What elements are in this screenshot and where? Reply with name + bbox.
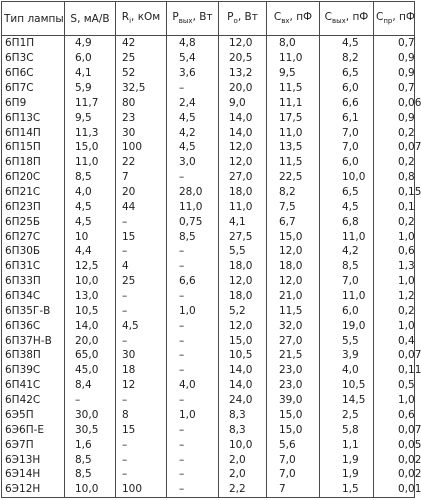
- tube-type-cell: 6Э12Н: [2, 482, 65, 498]
- internal-resistance-cell: –: [116, 214, 167, 229]
- tube-type-cell: 6П38П: [2, 348, 65, 363]
- internal-resistance-cell: –: [116, 467, 167, 482]
- table-row: [2, 95, 415, 110]
- tube-type-cell: 6П13С: [2, 110, 65, 125]
- internal-resistance-cell: 100: [116, 140, 167, 155]
- tube-type-cell: 6П39С: [2, 363, 65, 378]
- header-internal-resistance: $R_i$, кОм: [116, 2, 167, 36]
- internal-resistance-cell: 20: [116, 185, 167, 200]
- output-power-cell: 28,0: [167, 185, 219, 200]
- input-capacitance-cell: 23,0: [267, 378, 320, 393]
- internal-resistance-cell: 80: [116, 95, 167, 110]
- header-transfer-capacitance: $C_{пр}$, пФ: [374, 2, 415, 36]
- output-power-cell: –: [167, 467, 219, 482]
- table-row: [2, 155, 415, 170]
- anode-dissipation-cell: 27,5: [219, 229, 267, 244]
- anode-dissipation-cell: 4,1: [219, 214, 267, 229]
- internal-resistance-cell: 15: [116, 422, 167, 437]
- output-capacitance-cell: 10,0: [320, 170, 374, 185]
- transconductance-cell: 20,0: [65, 333, 116, 348]
- anode-dissipation-cell: 8,3: [219, 408, 267, 423]
- table-row: [2, 422, 415, 437]
- transfer-capacitance-cell: 0,02: [374, 452, 415, 467]
- internal-resistance-cell: –: [116, 244, 167, 259]
- table-row: [2, 229, 415, 244]
- output-power-cell: 6,6: [167, 274, 219, 289]
- header-transconductance: S, мА/В: [65, 2, 116, 36]
- header-output-capacitance: $C_{вых}$, пФ: [320, 2, 374, 36]
- output-capacitance-cell: 2,5: [320, 408, 374, 423]
- transfer-capacitance-cell: 0,6: [374, 408, 415, 423]
- tube-type-cell: 6П7С: [2, 81, 65, 96]
- transconductance-cell: 10: [65, 229, 116, 244]
- output-power-cell: –: [167, 81, 219, 96]
- internal-resistance-cell: –: [116, 303, 167, 318]
- input-capacitance-cell: 22,5: [267, 170, 320, 185]
- internal-resistance-cell: 44: [116, 199, 167, 214]
- transfer-capacitance-cell: 0,07: [374, 348, 415, 363]
- tube-type-cell: 6Э6П-Е: [2, 422, 65, 437]
- output-power-cell: 4,5: [167, 140, 219, 155]
- transfer-capacitance-cell: 0,1: [374, 199, 415, 214]
- input-capacitance-cell: 11,0: [267, 51, 320, 66]
- transconductance-cell: 10,0: [65, 482, 116, 498]
- output-power-cell: 3,6: [167, 66, 219, 81]
- internal-resistance-cell: –: [116, 333, 167, 348]
- input-capacitance-cell: 7,0: [267, 467, 320, 482]
- input-capacitance-cell: 32,0: [267, 318, 320, 333]
- transfer-capacitance-cell: 0,2: [374, 125, 415, 140]
- header-anode-dissipation: $P_о$, Вт: [219, 2, 267, 36]
- internal-resistance-cell: 32,5: [116, 81, 167, 96]
- internal-resistance-cell: 12: [116, 378, 167, 393]
- output-capacitance-cell: 14,5: [320, 393, 374, 408]
- internal-resistance-cell: 4,5: [116, 318, 167, 333]
- anode-dissipation-cell: 14,0: [219, 363, 267, 378]
- internal-resistance-cell: 25: [116, 274, 167, 289]
- input-capacitance-cell: 11,5: [267, 303, 320, 318]
- transfer-capacitance-cell: 0,8: [374, 170, 415, 185]
- output-capacitance-cell: 6,8: [320, 214, 374, 229]
- input-capacitance-cell: 27,0: [267, 333, 320, 348]
- header-row: [2, 2, 415, 36]
- output-power-cell: –: [167, 482, 219, 498]
- table-row: [2, 110, 415, 125]
- internal-resistance-cell: –: [116, 393, 167, 408]
- tube-type-cell: 6Э5П: [2, 408, 65, 423]
- table-row: [2, 140, 415, 155]
- table-row: [2, 303, 415, 318]
- internal-resistance-cell: –: [116, 289, 167, 304]
- output-power-cell: 11,0: [167, 199, 219, 214]
- transconductance-cell: 8,5: [65, 452, 116, 467]
- table-row: [2, 348, 415, 363]
- output-capacitance-cell: 4,2: [320, 244, 374, 259]
- output-power-cell: –: [167, 170, 219, 185]
- input-capacitance-cell: 13,5: [267, 140, 320, 155]
- table-row: [2, 170, 415, 185]
- table-row: [2, 66, 415, 81]
- table-row: [2, 214, 415, 229]
- table-row: [2, 437, 415, 452]
- transconductance-cell: 10,5: [65, 303, 116, 318]
- table-row: [2, 408, 415, 423]
- internal-resistance-cell: 30: [116, 125, 167, 140]
- tube-type-cell: 6П35Г-В: [2, 303, 65, 318]
- anode-dissipation-cell: 15,0: [219, 333, 267, 348]
- transfer-capacitance-cell: 0,4: [374, 333, 415, 348]
- output-capacitance-cell: 6,5: [320, 185, 374, 200]
- output-capacitance-cell: 1,1: [320, 437, 374, 452]
- transconductance-cell: 8,5: [65, 170, 116, 185]
- output-capacitance-cell: 10,5: [320, 378, 374, 393]
- transconductance-cell: 5,9: [65, 81, 116, 96]
- transfer-capacitance-cell: 0,06: [374, 95, 415, 110]
- transfer-capacitance-cell: 0,7: [374, 36, 415, 51]
- transfer-capacitance-cell: 1,0: [374, 274, 415, 289]
- transconductance-cell: 11,7: [65, 95, 116, 110]
- table-body: [2, 36, 421, 498]
- input-capacitance-cell: 7,0: [267, 452, 320, 467]
- transconductance-cell: 14,0: [65, 318, 116, 333]
- internal-resistance-cell: 18: [116, 363, 167, 378]
- output-capacitance-cell: 6,5: [320, 66, 374, 81]
- transfer-capacitance-cell: 0,11: [374, 363, 415, 378]
- output-capacitance-cell: 1,9: [320, 452, 374, 467]
- internal-resistance-cell: 7: [116, 170, 167, 185]
- transfer-capacitance-cell: 0,07: [374, 422, 415, 437]
- transfer-capacitance-cell: 0,9: [374, 51, 415, 66]
- anode-dissipation-cell: 18,0: [219, 185, 267, 200]
- internal-resistance-cell: –: [116, 437, 167, 452]
- transconductance-cell: 4,9: [65, 36, 116, 51]
- anode-dissipation-cell: 12,0: [219, 318, 267, 333]
- tube-type-cell: 6П14П: [2, 125, 65, 140]
- output-power-cell: 8,5: [167, 229, 219, 244]
- anode-dissipation-cell: 8,3: [219, 422, 267, 437]
- input-capacitance-cell: 21,5: [267, 348, 320, 363]
- transconductance-cell: 4,5: [65, 214, 116, 229]
- internal-resistance-cell: 25: [116, 51, 167, 66]
- tube-type-cell: 6Э13Н: [2, 452, 65, 467]
- anode-dissipation-cell: 2,0: [219, 467, 267, 482]
- table-row: [2, 378, 415, 393]
- output-capacitance-cell: 6,0: [320, 155, 374, 170]
- transfer-capacitance-cell: 1,3: [374, 259, 415, 274]
- transfer-capacitance-cell: 0,9: [374, 110, 415, 125]
- output-power-cell: –: [167, 244, 219, 259]
- anode-dissipation-cell: 12,0: [219, 140, 267, 155]
- output-capacitance-cell: 11,0: [320, 229, 374, 244]
- anode-dissipation-cell: 11,0: [219, 199, 267, 214]
- anode-dissipation-cell: 12,0: [219, 155, 267, 170]
- anode-dissipation-cell: 2,2: [219, 482, 267, 498]
- input-capacitance-cell: 12,0: [267, 274, 320, 289]
- transfer-capacitance-cell: 1,0: [374, 393, 415, 408]
- input-capacitance-cell: 9,5: [267, 66, 320, 81]
- table-row: [2, 36, 415, 51]
- output-power-cell: –: [167, 393, 219, 408]
- transconductance-cell: 4,1: [65, 66, 116, 81]
- tube-type-cell: 6П33П: [2, 274, 65, 289]
- tube-type-cell: 6П23П: [2, 199, 65, 214]
- tube-type-cell: 6Э7П: [2, 437, 65, 452]
- output-power-cell: 4,0: [167, 378, 219, 393]
- output-capacitance-cell: 5,8: [320, 422, 374, 437]
- internal-resistance-cell: 8: [116, 408, 167, 423]
- tube-type-cell: 6П20С: [2, 170, 65, 185]
- tube-type-cell: 6П15П: [2, 140, 65, 155]
- internal-resistance-cell: 15: [116, 229, 167, 244]
- output-power-cell: –: [167, 289, 219, 304]
- anode-dissipation-cell: 27,0: [219, 170, 267, 185]
- transfer-capacitance-cell: 1,0: [374, 318, 415, 333]
- table-row: [2, 125, 415, 140]
- anode-dissipation-cell: 18,0: [219, 259, 267, 274]
- internal-resistance-cell: 30: [116, 348, 167, 363]
- output-power-cell: 4,2: [167, 125, 219, 140]
- tube-type-cell: 6П3С: [2, 51, 65, 66]
- anode-dissipation-cell: 2,0: [219, 452, 267, 467]
- transfer-capacitance-cell: 0,2: [374, 214, 415, 229]
- output-power-cell: –: [167, 422, 219, 437]
- anode-dissipation-cell: 13,2: [219, 66, 267, 81]
- transfer-capacitance-cell: 1,2: [374, 289, 415, 304]
- input-capacitance-cell: 21,0: [267, 289, 320, 304]
- output-power-cell: –: [167, 318, 219, 333]
- internal-resistance-cell: 42: [116, 36, 167, 51]
- tube-type-cell: 6П36С: [2, 318, 65, 333]
- transconductance-cell: 30,0: [65, 408, 116, 423]
- table-row: [2, 81, 415, 96]
- output-power-cell: 2,4: [167, 95, 219, 110]
- output-capacitance-cell: 1,5: [320, 482, 374, 498]
- internal-resistance-cell: 23: [116, 110, 167, 125]
- tube-type-cell: 6П37Н-В: [2, 333, 65, 348]
- anode-dissipation-cell: 20,5: [219, 51, 267, 66]
- anode-dissipation-cell: 18,0: [219, 289, 267, 304]
- table-row: [2, 482, 415, 498]
- input-capacitance-cell: 15,0: [267, 229, 320, 244]
- table-row: [2, 51, 415, 66]
- transconductance-cell: 4,4: [65, 244, 116, 259]
- input-capacitance-cell: 15,0: [267, 408, 320, 423]
- transfer-capacitance-cell: 0,05: [374, 437, 415, 452]
- transfer-capacitance-cell: 0,07: [374, 140, 415, 155]
- table-row: [2, 467, 415, 482]
- internal-resistance-cell: 100: [116, 482, 167, 498]
- tube-type-cell: 6П27С: [2, 229, 65, 244]
- table-row: [2, 393, 415, 408]
- anode-dissipation-cell: 24,0: [219, 393, 267, 408]
- anode-dissipation-cell: 20,0: [219, 81, 267, 96]
- transconductance-cell: 30,5: [65, 422, 116, 437]
- output-capacitance-cell: 4,5: [320, 36, 374, 51]
- input-capacitance-cell: 11,5: [267, 81, 320, 96]
- tube-type-cell: 6П9: [2, 95, 65, 110]
- transfer-capacitance-cell: 0,01: [374, 482, 415, 498]
- input-capacitance-cell: 5,6: [267, 437, 320, 452]
- transconductance-cell: 9,5: [65, 110, 116, 125]
- internal-resistance-cell: 52: [116, 66, 167, 81]
- transconductance-cell: 11,3: [65, 125, 116, 140]
- output-power-cell: –: [167, 437, 219, 452]
- input-capacitance-cell: 11,5: [267, 155, 320, 170]
- table-row: [2, 259, 415, 274]
- table-row: [2, 289, 415, 304]
- output-capacitance-cell: 3,9: [320, 348, 374, 363]
- output-power-cell: 1,0: [167, 303, 219, 318]
- output-power-cell: –: [167, 363, 219, 378]
- transfer-capacitance-cell: 0,15: [374, 185, 415, 200]
- output-capacitance-cell: 7,0: [320, 140, 374, 155]
- transconductance-cell: 15,0: [65, 140, 116, 155]
- output-power-cell: 1,0: [167, 408, 219, 423]
- transconductance-cell: 45,0: [65, 363, 116, 378]
- input-capacitance-cell: 8,2: [267, 185, 320, 200]
- output-capacitance-cell: 6,0: [320, 303, 374, 318]
- input-capacitance-cell: 11,0: [267, 125, 320, 140]
- output-capacitance-cell: 5,5: [320, 333, 374, 348]
- output-capacitance-cell: 8,5: [320, 259, 374, 274]
- output-capacitance-cell: 1,9: [320, 467, 374, 482]
- transconductance-cell: 65,0: [65, 348, 116, 363]
- input-capacitance-cell: 7,5: [267, 199, 320, 214]
- transfer-capacitance-cell: 0,5: [374, 378, 415, 393]
- input-capacitance-cell: 23,0: [267, 363, 320, 378]
- table-row: [2, 363, 415, 378]
- output-power-cell: 0,75: [167, 214, 219, 229]
- internal-resistance-cell: 22: [116, 155, 167, 170]
- anode-dissipation-cell: 14,0: [219, 110, 267, 125]
- anode-dissipation-cell: 14,0: [219, 125, 267, 140]
- output-capacitance-cell: 11,0: [320, 289, 374, 304]
- anode-dissipation-cell: 10,0: [219, 437, 267, 452]
- anode-dissipation-cell: 5,5: [219, 244, 267, 259]
- input-capacitance-cell: 39,0: [267, 393, 320, 408]
- output-power-cell: –: [167, 452, 219, 467]
- transconductance-cell: 4,0: [65, 185, 116, 200]
- transfer-capacitance-cell: 0,02: [374, 467, 415, 482]
- output-capacitance-cell: 4,5: [320, 199, 374, 214]
- tube-type-cell: 6П41С: [2, 378, 65, 393]
- input-capacitance-cell: 15,0: [267, 422, 320, 437]
- tube-type-cell: 6П42С: [2, 393, 65, 408]
- output-capacitance-cell: 6,6: [320, 95, 374, 110]
- output-capacitance-cell: 6,0: [320, 81, 374, 96]
- transconductance-cell: 1,6: [65, 437, 116, 452]
- output-capacitance-cell: 4,0: [320, 363, 374, 378]
- header-tube-type: Тип лампы: [2, 2, 65, 36]
- tube-type-cell: 6П21С: [2, 185, 65, 200]
- tube-type-cell: 6П6С: [2, 66, 65, 81]
- table-row: [2, 274, 415, 289]
- transconductance-cell: 4,5: [65, 199, 116, 214]
- table-row: [2, 199, 415, 214]
- header-output-power: $P_{вых}$, Вт: [167, 2, 219, 36]
- transconductance-cell: 11,0: [65, 155, 116, 170]
- anode-dissipation-cell: 9,0: [219, 95, 267, 110]
- transfer-capacitance-cell: 1,0: [374, 229, 415, 244]
- anode-dissipation-cell: 12,0: [219, 36, 267, 51]
- anode-dissipation-cell: 10,5: [219, 348, 267, 363]
- tube-type-cell: 6П31С: [2, 259, 65, 274]
- input-capacitance-cell: 17,5: [267, 110, 320, 125]
- tube-parameters-table: [1, 1, 421, 498]
- anode-dissipation-cell: 14,0: [219, 378, 267, 393]
- output-capacitance-cell: 8,2: [320, 51, 374, 66]
- output-power-cell: –: [167, 348, 219, 363]
- internal-resistance-cell: –: [116, 452, 167, 467]
- transconductance-cell: 6,0: [65, 51, 116, 66]
- output-power-cell: –: [167, 333, 219, 348]
- output-capacitance-cell: 7,0: [320, 274, 374, 289]
- transfer-capacitance-cell: 0,2: [374, 303, 415, 318]
- table-row: [2, 244, 415, 259]
- table-row: [2, 185, 415, 200]
- internal-resistance-cell: 4: [116, 259, 167, 274]
- transconductance-cell: 13,0: [65, 289, 116, 304]
- output-power-cell: 4,8: [167, 36, 219, 51]
- tube-type-cell: 6П34С: [2, 289, 65, 304]
- input-capacitance-cell: 6,7: [267, 214, 320, 229]
- tube-type-cell: 6П18П: [2, 155, 65, 170]
- anode-dissipation-cell: 12,0: [219, 274, 267, 289]
- table-row: [2, 318, 415, 333]
- transfer-capacitance-cell: 0,9: [374, 66, 415, 81]
- input-capacitance-cell: 7: [267, 482, 320, 498]
- tube-type-cell: 6П30Б: [2, 244, 65, 259]
- anode-dissipation-cell: 5,2: [219, 303, 267, 318]
- tube-type-cell: 6П25Б: [2, 214, 65, 229]
- output-capacitance-cell: 19,0: [320, 318, 374, 333]
- transfer-capacitance-cell: 0,6: [374, 244, 415, 259]
- output-power-cell: 5,4: [167, 51, 219, 66]
- tube-type-cell: 6П1П: [2, 36, 65, 51]
- header-input-capacitance: $C_{вх}$, пФ: [267, 2, 320, 36]
- transconductance-cell: –: [65, 393, 116, 408]
- input-capacitance-cell: 8,0: [267, 36, 320, 51]
- input-capacitance-cell: 11,1: [267, 95, 320, 110]
- transconductance-cell: 8,5: [65, 467, 116, 482]
- transfer-capacitance-cell: 0,2: [374, 155, 415, 170]
- transfer-capacitance-cell: 0,7: [374, 81, 415, 96]
- transconductance-cell: 10,0: [65, 274, 116, 289]
- output-power-cell: –: [167, 259, 219, 274]
- output-power-cell: 3,0: [167, 155, 219, 170]
- input-capacitance-cell: 18,0: [267, 259, 320, 274]
- output-capacitance-cell: 6,1: [320, 110, 374, 125]
- table-row: [2, 452, 415, 467]
- output-capacitance-cell: 7,0: [320, 125, 374, 140]
- tube-type-cell: 6Э14Н: [2, 467, 65, 482]
- transconductance-cell: 12,5: [65, 259, 116, 274]
- table-row: [2, 333, 415, 348]
- output-power-cell: 4,5: [167, 110, 219, 125]
- transconductance-cell: 8,4: [65, 378, 116, 393]
- input-capacitance-cell: 12,0: [267, 244, 320, 259]
